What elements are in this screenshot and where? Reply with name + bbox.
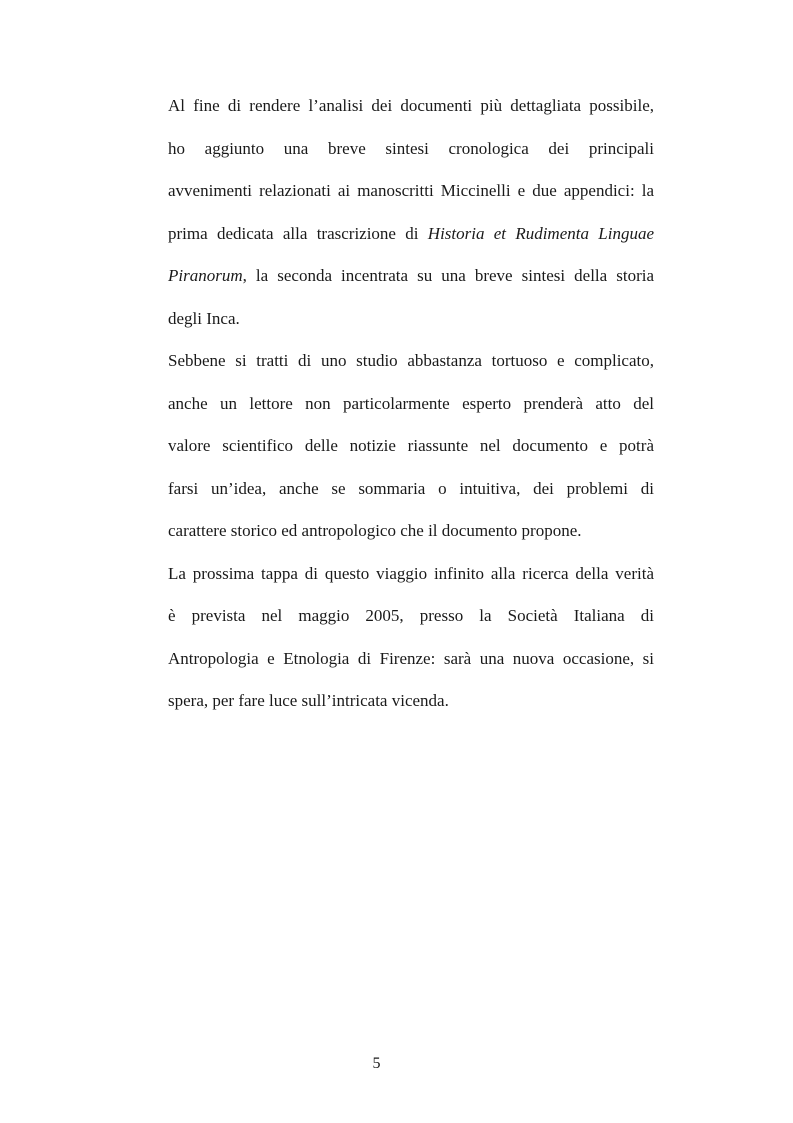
text-line: La prossima tappa di questo viaggio infinito alla ricerca della verità — [168, 563, 654, 583]
text-line: ho aggiunto una breve sintesi cronologica dei principali — [168, 138, 654, 158]
page-number: 5 — [372, 1055, 381, 1072]
text-line: valore scientifico delle notizie riassunte nel documento e potrà — [168, 436, 654, 455]
text-line: Antropologia e Etnologia di Firenze: sarà una nuova occasione, si — [168, 648, 654, 668]
text-line: anche un lettore non particolarmente esperto prenderà atto del — [168, 393, 654, 413]
text-line: avvenimenti relazionati ai manoscritti Miccinelli e due appendici: la — [168, 181, 654, 200]
text-line: degli Inca. — [168, 308, 240, 328]
text-line — [168, 262, 654, 305]
text-line: Sebbene si tratti di uno studio abbastanza tortuoso e complicato, — [168, 351, 654, 370]
text-line: farsi un’idea, anche se sommaria o intuitiva, dei problemi di — [168, 478, 654, 498]
text-segment: , la seconda incentrata su una breve sintesi della storia — [242, 266, 654, 285]
italic-title: Historia et Rudimenta Linguae — [427, 223, 654, 243]
italic-title: Piranorum — [168, 266, 243, 285]
text-line: spera, per fare luce sull’intricata vicenda. — [168, 691, 449, 710]
body-text — [168, 92, 654, 730]
text-segment: prima dedicata alla trascrizione di — [168, 223, 428, 243]
text-line: carattere storico ed antropologico che il documento propone. — [168, 521, 582, 540]
text-line — [168, 220, 654, 263]
text-line: è prevista nel maggio 2005, presso la Società Italiana di — [168, 606, 654, 625]
text-line: Al fine di rendere l’analisi dei documenti più dettagliata possibile, — [168, 96, 654, 115]
